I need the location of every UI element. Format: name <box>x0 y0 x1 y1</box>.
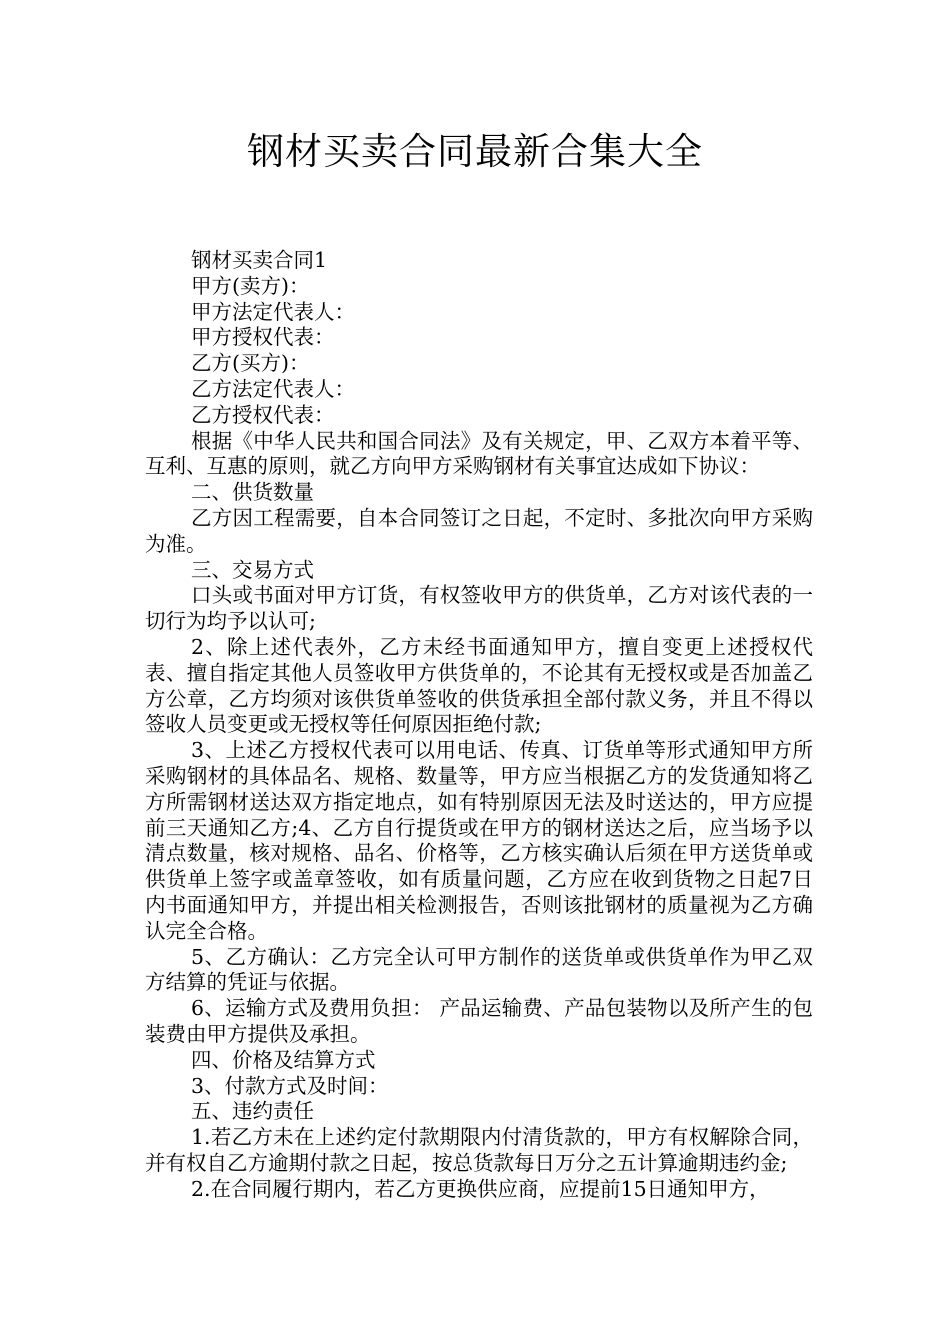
party-a-legal-rep-line: 甲方法定代表人： <box>191 299 355 324</box>
party-a-authorized-rep-line: 甲方授权代表： <box>191 325 335 350</box>
document-body <box>145 248 813 1202</box>
transaction-clause-3-4: 3、上述乙方授权代表可以用电话、传真、订货单等形式通知甲方所采购钢材的具体品名、规格、数量等，甲方应当根据乙方的发货通知将乙方所需钢材送达双方指定地点，如有特别原因无法及时送达的，甲方应提前三天通知乙方;4、乙方自行提货或在甲方的钢材送达之后，应当场予以清点数量，核对规格、品名、价格等，乙方核实确认后须在甲方送货单或供货单上签字或盖章签收，如有质量问题，乙方应在收到货物之日起7日内书面通知甲方，并提出相关检测报告，否则该批钢材的质量视为乙方确认完全合格。 <box>145 738 813 943</box>
supply-quantity-paragraph: 乙方因工程需要，自本合同签订之日起，不定时、多批次向甲方采购为准。 <box>145 505 813 556</box>
transaction-clause-6: 6、运输方式及费用负担： 产品运输费、产品包装物以及所产生的包装费由甲方提供及承担。 <box>145 996 813 1046</box>
party-b-legal-rep-line: 乙方法定代表人： <box>191 376 355 401</box>
breach-clause-2: 2.在合同履行期内，若乙方更换供应商，应提前15日通知甲方， <box>191 1176 770 1201</box>
section-heading-transaction-method: 三、交易方式 <box>191 557 314 582</box>
party-a-line: 甲方(卖方)： <box>191 273 310 298</box>
contract-heading: 钢材买卖合同1 <box>191 248 328 272</box>
transaction-clause-2: 2、除上述代表外，乙方未经书面通知甲方，擅自变更上述授权代表、擅自指定其他人员签收甲方供货单的，不论其有无授权或是否加盖乙方公章，乙方均须对该供货单签收的供货承担全部付款义务，并且不得以签收人员变更或无授权等任何原因拒绝付款; <box>145 634 813 737</box>
section-heading-price-settlement: 四、价格及结算方式 <box>191 1047 376 1072</box>
transaction-clause-1: 口头或书面对甲方订货，有权签收甲方的供货单，乙方对该代表的一切行为均予以认可; <box>145 583 813 634</box>
document-title: 钢材买卖合同最新合集大全 <box>247 130 703 173</box>
party-b-line: 乙方(买方)： <box>191 351 310 376</box>
transaction-clause-5: 5、乙方确认：乙方完全认可甲方制作的送货单或供货单作为甲乙双方结算的凭证与依据。 <box>145 944 813 995</box>
preamble-paragraph: 根据《中华人民共和国合同法》及有关规定，甲、乙双方本着平等、互利、互惠的原则，就乙方向甲方采购钢材有关事宜达成如下协议： <box>145 428 813 479</box>
breach-clause-1: 1.若乙方未在上述约定付款期限内付清货款的，甲方有权解除合同，并有权自乙方逾期付款之日起，按总货款每日万分之五计算逾期违约金; <box>145 1125 813 1175</box>
section-heading-breach-liability: 五、违约责任 <box>191 1099 314 1124</box>
party-b-authorized-rep-line: 乙方授权代表： <box>191 402 335 427</box>
section-heading-supply-quantity: 二、供货数量 <box>191 480 314 505</box>
payment-method-line: 3、付款方式及时间： <box>191 1073 389 1098</box>
